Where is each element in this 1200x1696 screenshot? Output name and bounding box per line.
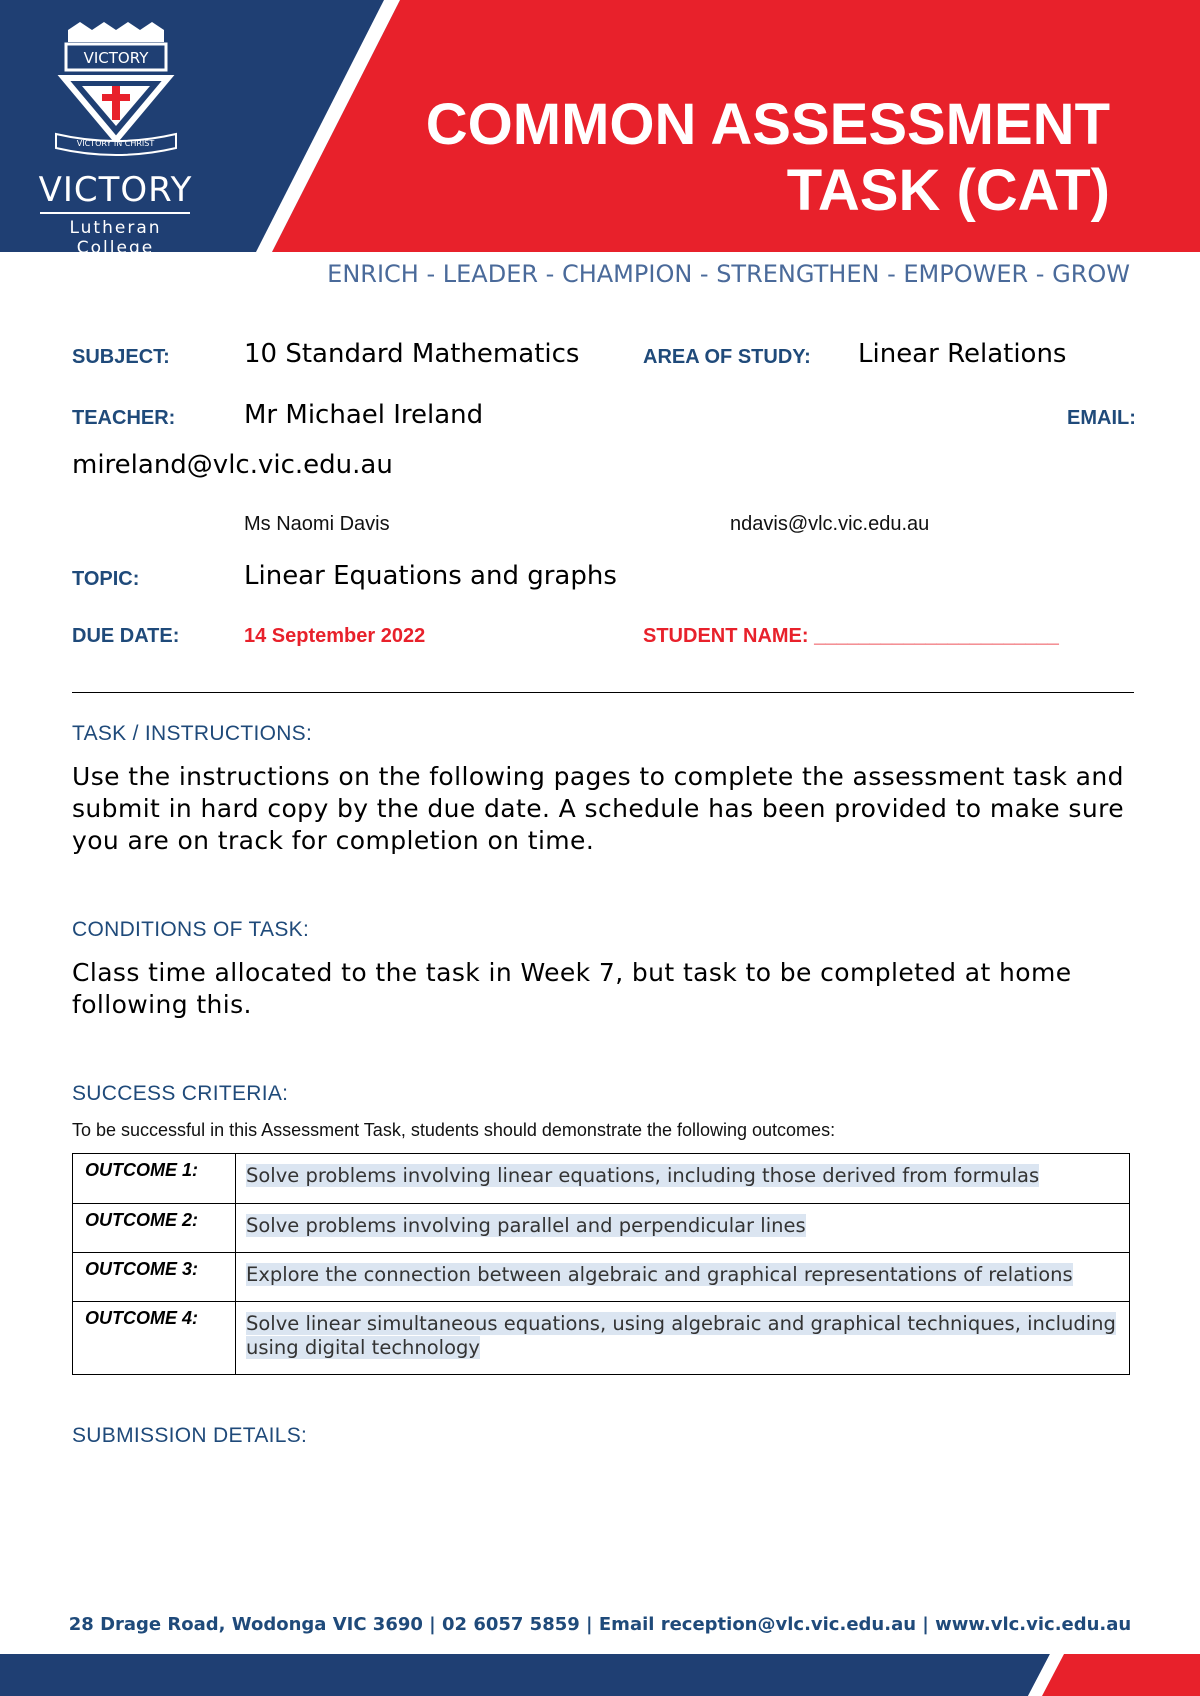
- submission-heading: SUBMISSION DETAILS:: [72, 1424, 308, 1447]
- college-logo: [28, 22, 228, 258]
- area-value: Linear Relations: [858, 339, 1067, 369]
- outcome-text: [236, 1302, 1130, 1375]
- teacher-label: TEACHER:: [72, 407, 176, 429]
- outcome-label: OUTCOME 2:: [73, 1204, 236, 1253]
- logo-name: VICTORY: [38, 170, 193, 210]
- area-label: AREA OF STUDY:: [643, 346, 811, 368]
- outcome-text-value: Solve linear simultaneous equations, using algebraic and graphical techniques, including using digital technology: [246, 1312, 1116, 1359]
- footer-banner: [0, 1654, 1200, 1696]
- email-label: EMAIL:: [1067, 407, 1136, 429]
- outcome-text: [236, 1154, 1130, 1204]
- outcome-text-value: Solve problems involving parallel and perpendicular lines: [246, 1214, 806, 1237]
- outcome-text: [236, 1204, 1130, 1253]
- footer-contact: 28 Drage Road, Wodonga VIC 3690 | 02 6057 5859 | Email reception@vlc.vic.edu.au | www.vlc.vic.edu.au: [68, 1614, 1132, 1635]
- outcomes-table: [72, 1153, 1130, 1375]
- teacher-value: Mr Michael Ireland: [244, 400, 484, 430]
- email2-value: ndavis@vlc.vic.edu.au: [730, 513, 930, 535]
- table-row: [73, 1253, 1130, 1302]
- task-text: Use the instructions on the following pages to complete the assessment task and submit in hard copy by the due date. A schedule has been provided to make sure you are on track for completion on time.: [72, 762, 1124, 855]
- logo-motto: VICTORY IN CHRIST: [76, 139, 155, 148]
- outcome-text-value: Explore the connection between algebraic and graphical representations of relations: [246, 1263, 1073, 1286]
- title-line-1: COMMON ASSESSMENT: [425, 92, 1110, 157]
- table-row: [73, 1154, 1130, 1204]
- success-heading: SUCCESS CRITERIA:: [72, 1082, 289, 1105]
- logo-divider: [40, 212, 190, 214]
- due-date-value: 14 September 2022: [244, 625, 426, 647]
- topic-value: Linear Equations and graphs: [244, 561, 617, 591]
- conditions-heading: CONDITIONS OF TASK:: [72, 918, 310, 941]
- table-row: [73, 1204, 1130, 1253]
- outcome-text: [236, 1253, 1130, 1302]
- success-intro: To be successful in this Assessment Task, students should demonstrate the following outcomes:: [72, 1120, 836, 1140]
- student-name-field: STUDENT NAME: ______________________: [643, 625, 1059, 647]
- outcome-label: OUTCOME 1:: [73, 1154, 236, 1204]
- page-title: [390, 92, 1110, 224]
- title-line-2: TASK (CAT): [786, 158, 1110, 223]
- task-heading: TASK / INSTRUCTIONS:: [72, 722, 313, 745]
- logo-subname: Lutheran College: [69, 218, 162, 258]
- email-value: mireland@vlc.vic.edu.au: [72, 450, 393, 480]
- college-values: ENRICH - LEADER - CHAMPION - STRENGTHEN - EMPOWER - GROW: [327, 260, 1130, 288]
- outcome-text-value: Solve problems involving linear equations, including those derived from formulas: [246, 1164, 1040, 1187]
- divider: [72, 692, 1134, 693]
- subject-label: SUBJECT:: [72, 346, 170, 368]
- outcome-label: OUTCOME 3:: [73, 1253, 236, 1302]
- topic-label: TOPIC:: [72, 568, 140, 590]
- conditions-text: Class time allocated to the task in Week 7, but task to be completed at home following this.: [72, 958, 1072, 1019]
- outcome-label: OUTCOME 4:: [73, 1302, 236, 1375]
- subject-value: 10 Standard Mathematics: [244, 339, 580, 369]
- crest-banner-text: VICTORY: [83, 49, 149, 67]
- table-row: [73, 1302, 1130, 1375]
- due-date-label: DUE DATE:: [72, 625, 180, 647]
- teacher2-value: Ms Naomi Davis: [244, 513, 390, 535]
